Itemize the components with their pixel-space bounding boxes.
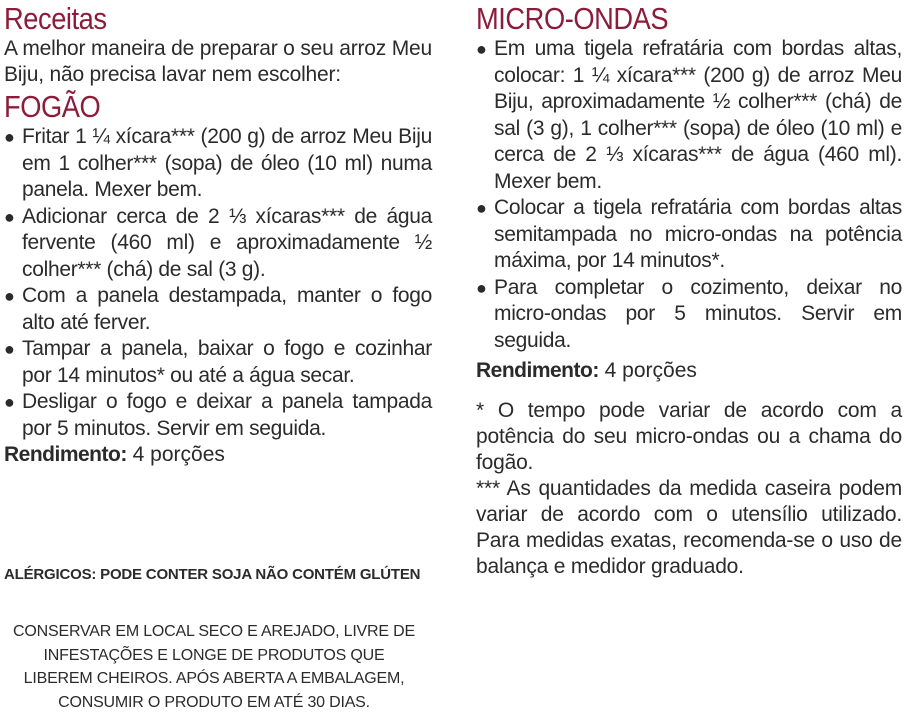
stove-step: ● Fritar 1 ¼ xícara*** (200 g) de arroz Meu Biju em 1 colher*** (sopa) de óleo (10 ml) numa panela. Mexer bem. xyxy=(4,125,432,201)
bullet-icon: ● xyxy=(4,206,15,227)
bullet-icon: ● xyxy=(4,286,15,306)
microwave-column xyxy=(476,0,902,580)
intro-text: A melhor maneira de preparar o seu arroz Meu Biju, não precisa lavar nem escolher: xyxy=(4,37,432,86)
microwave-step: ● Para completar o cozimento, deixar no micro-ondas por 5 minutos. Servir em seguida. xyxy=(476,275,902,352)
stove-steps xyxy=(4,124,432,442)
measure-note: *** As quantidades da medida caseira podem variar de acordo com o utensílio utilizado. Para medidas exatas, recomenda-se o uso de balança e medidor graduado. xyxy=(476,477,902,578)
recipes-title: Receitas xyxy=(4,1,107,36)
stove-step: ● Desligar o fogo e deixar a panela tampada por 5 minutos. Servir em seguida. xyxy=(4,390,432,440)
microwave-steps xyxy=(476,36,902,354)
bullet-icon: ● xyxy=(4,127,15,147)
time-note: * O tempo pode variar de acordo com a potência do seu micro-ondas ou a chama do fogão. xyxy=(476,399,902,474)
stove-step: ● Com a panela destampada, manter o fogo alto até ferver. xyxy=(4,284,432,334)
microwave-title: MICRO-ONDAS xyxy=(476,1,669,36)
allergen-warning: ALÉRGICOS: PODE CONTER SOJA NÃO CONTÉM GLÚTEN xyxy=(4,566,421,583)
bullet-icon: ● xyxy=(4,392,15,412)
stove-yield: Rendimento: 4 porções xyxy=(4,443,225,466)
microwave-step: ● Em uma tigela refratária com bordas altas, colocar: 1 ¼ xícara*** (200 g) de arroz Meu Biju, aproximadamente ½ colher*** (chá) de sal (3 g), 1 colher*** (sopa) de óleo (10 ml) e cerca de 2 ⅓ xícaras*** de água (460 ml). Mexer bem. xyxy=(476,37,902,193)
bullet-icon: ● xyxy=(476,39,487,59)
microwave-step: ● Colocar a tigela refratária com bordas altas semitampada no micro-ondas na potência máxima, por 14 minutos*. xyxy=(476,196,902,272)
stove-step: ● Adicionar cerca de 2 ⅓ xícaras*** de água fervente (460 ml) e aproximadamente ½ colher*** (chá) de sal (3 g). xyxy=(4,204,432,281)
microwave-yield: Rendimento: 4 porções xyxy=(476,359,697,382)
stove-column xyxy=(4,0,432,711)
bullet-icon: ● xyxy=(476,277,487,298)
bullet-icon: ● xyxy=(476,198,487,218)
bullet-icon: ● xyxy=(4,339,15,359)
stove-title: FOGÃO xyxy=(4,89,101,124)
stove-step: ● Tampar a panela, baixar o fogo e cozinhar por 14 minutos* ou até a água secar. xyxy=(4,337,432,387)
storage-instructions: CONSERVAR EM LOCAL SECO E AREJADO, LIVRE DE INFESTAÇÕES E LONGE DE PRODUTOS QUE LIBEREM CHEIROS. APÓS ABERTA A EMBALAGEM, CONSUMIR O PRODUTO EM ATÉ 30 DIAS. xyxy=(13,623,415,711)
